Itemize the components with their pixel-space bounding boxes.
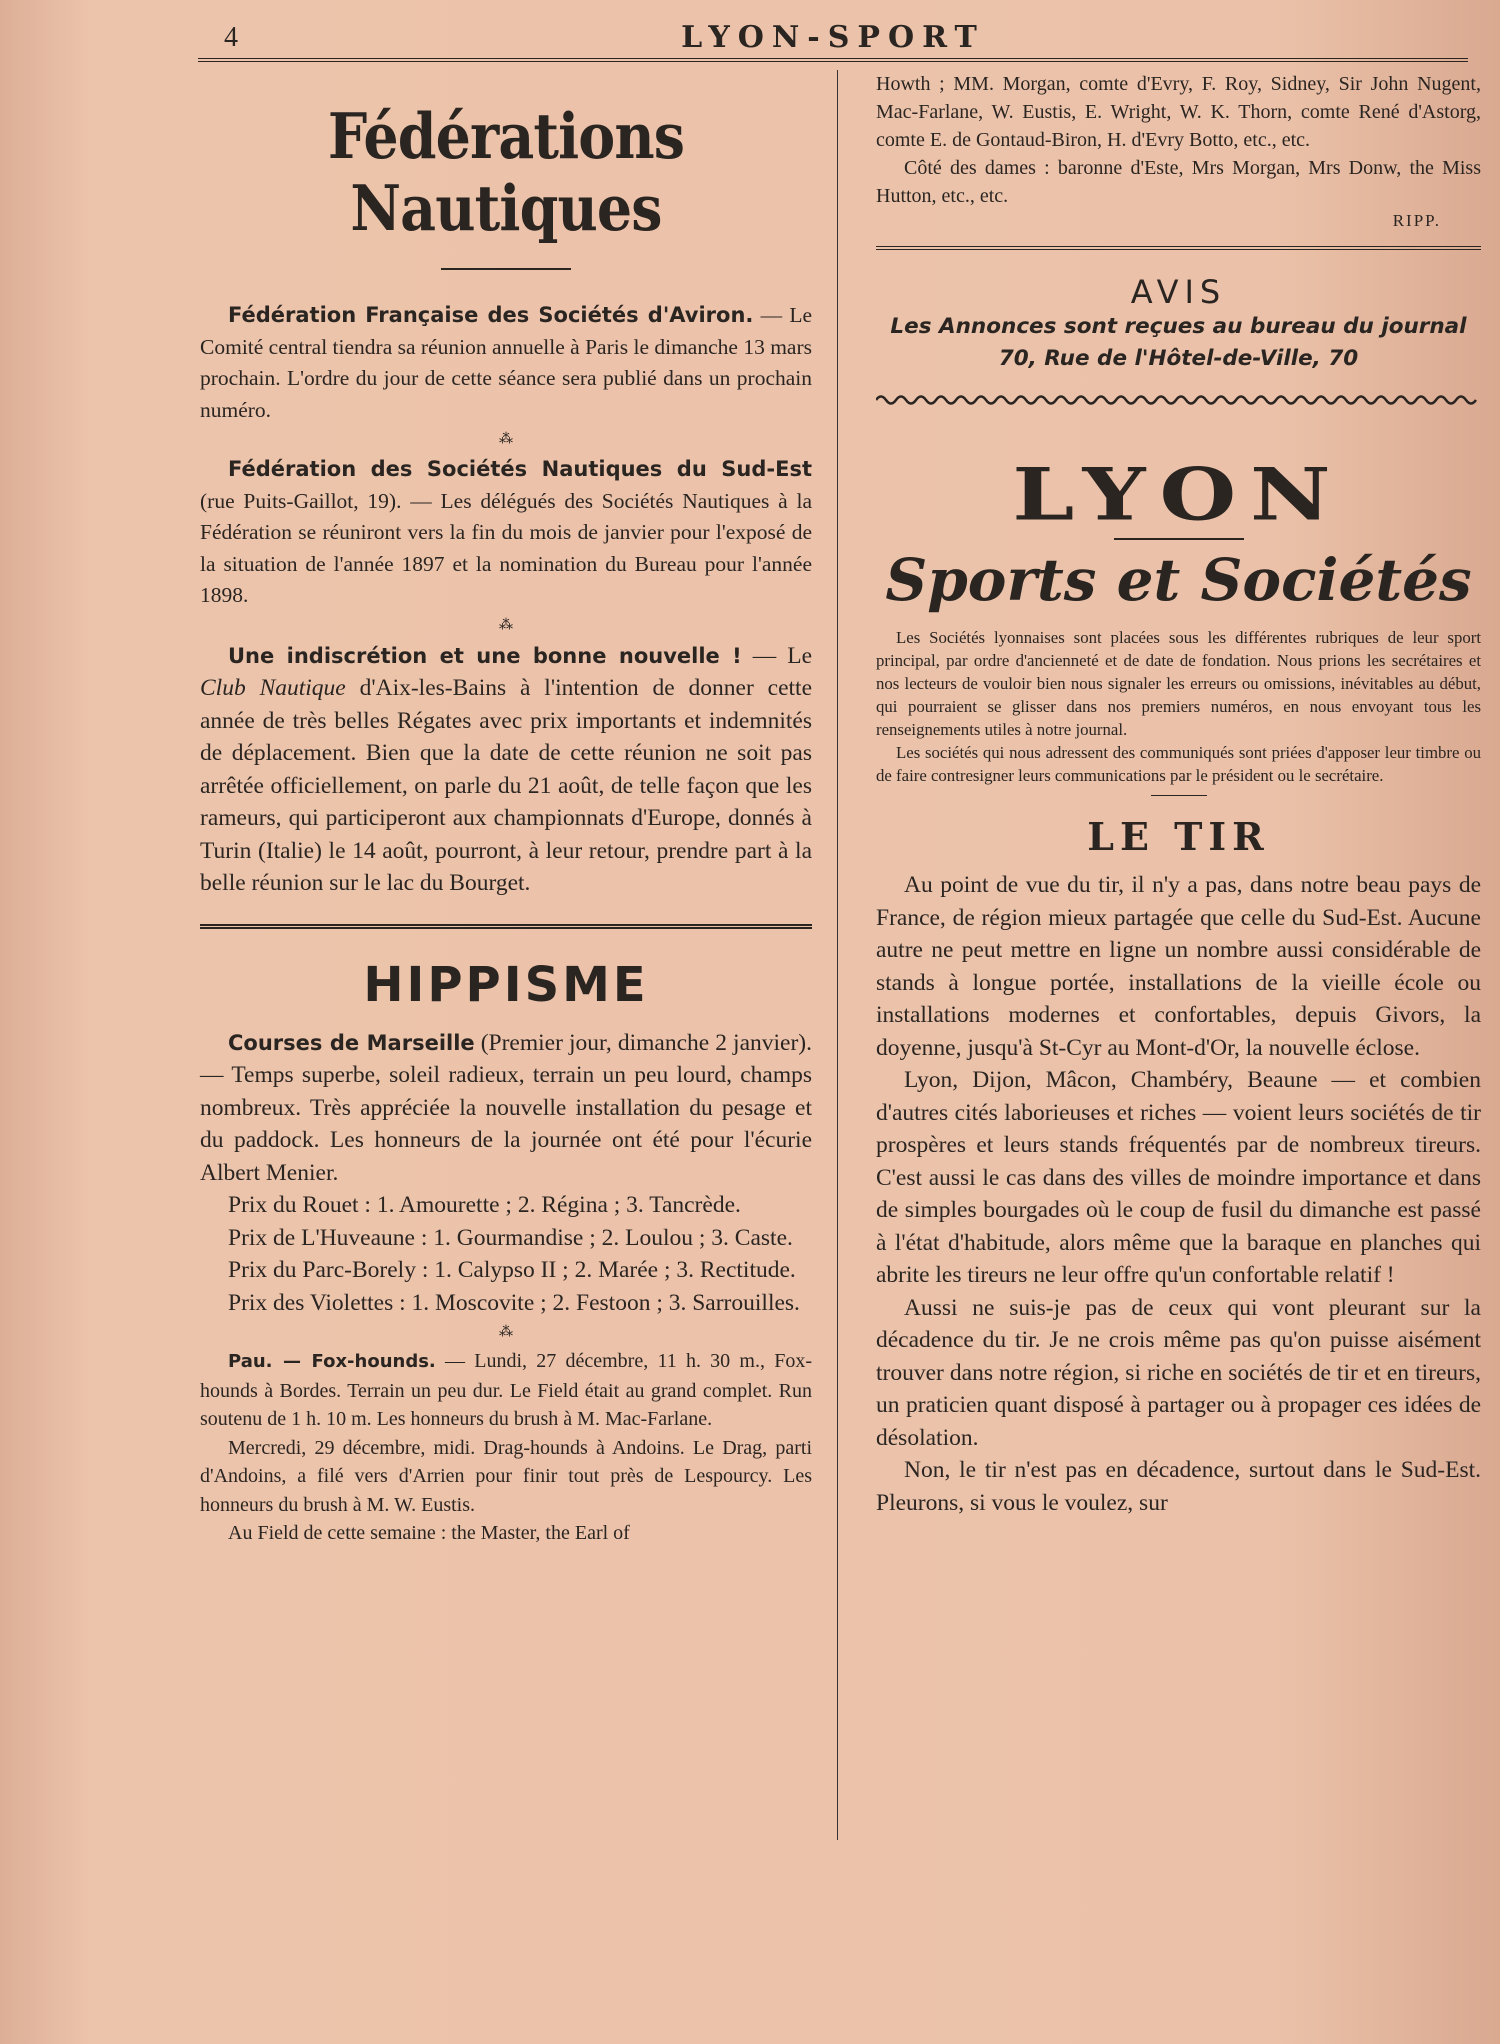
signature: RIPP. — [1392, 211, 1441, 230]
article-text: — Le Comité central tiendra sa réunion annuelle à Paris le dimanche 13 mars prochain. L'ordre du jour de cette séance sera publié dans un prochain numéro. — [200, 303, 812, 422]
article-paragraph: Côté des dames : baronne d'Este, Mrs Morgan, Mrs Donw, the Miss Hutton, etc., etc. — [876, 157, 1481, 207]
article-paragraph: Au point de vue du tir, il n'y a pas, dans notre beau pays de France, de région mieux partagée que celle du Sud-Est. Aucune autre ne peut mettre en ligne un nombre aussi considérable de stands à longue portée, installations de la vieille école ou installations modernes et confortables, depuis Givors, la doyenne, jusqu'à St-Cyr au Mont-d'Or, la nouvelle éclose. — [876, 872, 1481, 1061]
article-text: d'Aix-les-Bains à l'intention de donner cette année de très belles Régates avec prix importants et indemnités de déplacement. Bien que la date de cette réunion ne soit pas arrêtée officiellement, on parle du 21 août, de telle façon que les rameurs, qui participeront aux championnats d'Europe, donnés à Turin (Italie) le 14 août, pourront, à leur retour, prendre part à la belle réunion sur le lac du Bourget. — [200, 675, 813, 896]
article-text: (Premier jour, dimanche 2 janvier). — Temps superbe, soleil radieux, terrain un peu lourd, champs nombreux. Très appréciée la nouvelle installation du pesage et du paddock. Les honneurs de la journée ont été pour l'écurie Albert Menier. — [200, 1029, 812, 1186]
article-heading: Courses de Marseille — [228, 1030, 475, 1055]
small-rule — [1151, 795, 1207, 796]
intro-paragraph: Les Sociétés lyonnaises sont placées sous les différentes rubriques de leur sport principal, par ordre d'ancienneté et de date de fondation. Nous prions les secrétaires et nos lecteurs de vouloir bien nous signaler les erreurs ou omissions, inévitables au début, qui pourraient se glisser dans nos premiers numéros, en nous envoyant tous les renseignements utiles à notre journal. — [876, 628, 1481, 739]
asterism: ⁂ — [499, 617, 513, 633]
left-column — [200, 70, 812, 1548]
article-heading: Fédération Française des Sociétés d'Aviron. — [228, 303, 754, 327]
section-rule — [876, 246, 1481, 253]
column-divider — [837, 70, 838, 1840]
article-paragraph — [200, 640, 812, 900]
article-heading: Fédération des Sociétés Nautiques du Sud-Est — [228, 457, 812, 481]
article-paragraph: Howth ; MM. Morgan, comte d'Evry, F. Roy, Sidney, Sir John Nugent, Mac-Farlane, W. Eustis, E. Wright, W. K. Thorn, comte René d'Astorg, comte E. de Gontaud-Biron, H. d'Evry Botto, etc., etc. — [876, 73, 1481, 151]
avis-line: Les Annonces sont reçues au bureau du journal — [890, 314, 1467, 339]
article-paragraph — [200, 1347, 812, 1434]
title-rule — [1114, 538, 1244, 540]
article-text: — Le — [741, 642, 812, 669]
article-paragraph: Non, le tir n'est pas en décadence, surtout dans le Sud-Est. Pleurons, si vous le voulez, sur — [876, 1457, 1481, 1516]
section-rule — [200, 924, 812, 933]
avis-title: AVIS — [1130, 273, 1227, 311]
avis-address: 70, Rue de l'Hôtel-de-Ville, 70 — [998, 346, 1359, 371]
race-result: Prix des Violettes : 1. Moscovite ; 2. Festoon ; 3. Sarrouilles. — [228, 1289, 800, 1316]
article-heading: Une indiscrétion et une bonne nouvelle ! — [228, 643, 742, 668]
asterism: ⁂ — [499, 432, 513, 447]
title-rule — [441, 268, 571, 270]
race-result: Prix du Rouet : 1. Amourette ; 2. Régina ; 3. Tancrède. — [228, 1192, 741, 1218]
race-result: Prix de L'Huveaune : 1. Gourmandise ; 2. Loulou ; 3. Caste. — [228, 1224, 793, 1251]
article-paragraph — [200, 300, 812, 426]
club-name: Club Nautique — [200, 675, 346, 701]
lyon-title: LYON — [1012, 451, 1345, 537]
article-paragraph: Aussi ne suis-je pas de ceux qui vont pleurant sur la décadence du tir. Je ne crois même pas qu'on puisse aisément trouver dans notre région, si riche en sociétés de tir et en tireurs, un praticien quant disposé à partager ou à propager ces idées de désolation. — [876, 1294, 1481, 1451]
article-text: — Lundi, 27 décembre, 11 h. 30 m., Fox-hounds à Bordes. Terrain un peu dur. Le Field était au grand complet. Run soutenu de 1 h. 10 m. Les honneurs du brush à M. Mac-Farlane. — [200, 1350, 812, 1430]
section-title: Fédérations Nautiques — [327, 99, 685, 245]
article-paragraph: Mercredi, 29 décembre, midi. Drag-hounds à Andoins. Le Drag, parti d'Andoins, a filé vers d'Arrien pour finir tout près de Lespourcy. Les honneurs du brush à M. W. Eustis. — [200, 1436, 812, 1516]
hippisme-title: HIPPISME — [363, 956, 649, 1013]
le-tir-title: LE TIR — [1087, 814, 1270, 859]
article-paragraph — [200, 1027, 812, 1190]
intro-paragraph: Les sociétés qui nous adressent des communiqués sont priées d'apposer leur timbre ou de faire contresigner leurs communications par le président ou le secrétaire. — [876, 743, 1481, 785]
article-heading: Pau. — Fox-hounds. — [228, 1351, 436, 1372]
article-paragraph: Lyon, Dijon, Mâcon, Chambéry, Beaune — et combien d'autres cités laborieuses et riches — voient leurs sociétés de tir prospères et leurs stands fréquentés par de nombreux tireurs. C'est aussi le cas dans des villes de moindre importance et dans de simples bourgades où le coup de fusil du dimanche est passé à l'état d'habitude, alors même que la baraque en planches qui abrite les tireurs ne leur offre qu'un confortable relatif ! — [876, 1067, 1481, 1288]
race-result: Prix du Parc-Borely : 1. Calypso II ; 2. Marée ; 3. Rectitude. — [228, 1257, 796, 1283]
article-text: (rue Puits-Gaillot, 19). — Les délégués des Sociétés Nautiques à la Fédération se réuniront vers la fin du mois de janvier pour l'exposé de la situation de l'année 1897 et la nomination du Bureau pour l'année 1898. — [200, 488, 812, 607]
header-rule — [198, 58, 1468, 65]
running-title: LYON-SPORT — [681, 20, 985, 55]
article-paragraph — [200, 454, 812, 612]
page-header — [198, 14, 1468, 62]
asterism: ⁂ — [499, 1325, 513, 1340]
sports-title: Sports et Sociétés — [885, 546, 1472, 614]
wavy-border — [876, 391, 1481, 409]
article-paragraph: Au Field de cette semaine : the Master, the Earl of — [228, 1522, 630, 1544]
page-number: 4 — [224, 22, 238, 53]
right-column — [876, 70, 1481, 1519]
